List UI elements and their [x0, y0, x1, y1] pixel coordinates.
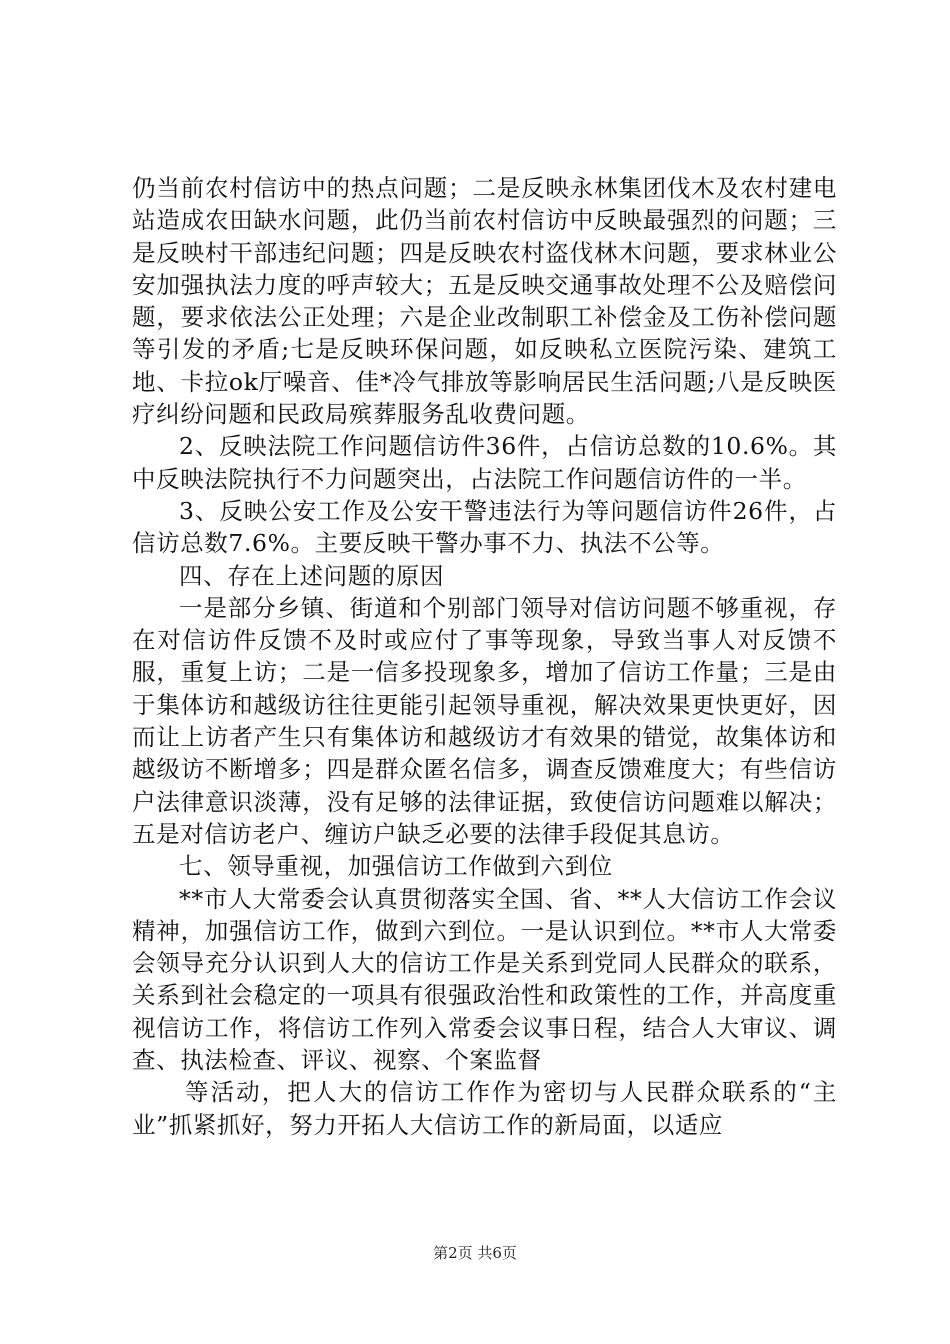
paragraph-causes: 一是部分乡镇、街道和个别部门领导对信访问题不够重视，存在对信访件反馈不及时或应付了事等现象，导致当事人对反馈不服，重复上访；二是一信多投现象多，增加了信访工作量；三是由于集体访和越级访往往更能引起领导重视，解决效果更快更好，因而让上访者产生只有集体访和越级访才有效果的错觉，故集体访和越级访不断增多；四是群众匿名信多，调查反馈难度大；有些信访户法律意识淡薄，没有足够的法律证据，致使信访问题难以解决；五是对信访老户、缠访户缺乏必要的法律手段促其息访。 [132, 593, 837, 848]
section-heading-leadership: 七、领导重视，加强信访工作做到六到位 [179, 852, 613, 881]
document-body [132, 172, 837, 1141]
page-number-label: 第2页 共6页 [433, 1244, 517, 1262]
paragraph-court-issues: 2、反映法院工作问题信访件36件，占信访总数的10.6%。其中反映法院执行不力问题突出，占法院工作问题信访件的一半。 [132, 432, 837, 493]
paragraph-police-issues: 3、反映公安工作及公安干警违法行为等问题信访件26件，占信访总数7.6%。主要反映干警办事不力、执法不公等。 [132, 496, 837, 558]
paragraph-activities: 等活动，把人大的信访工作作为密切与人民群众联系的“主业”抓紧抓好，努力开拓人大信访工作的新局面，以适应 [132, 1078, 837, 1139]
paragraph-leadership: **市人大常委会认真贯彻落实全国、省、**人大信访工作会议精神，加强信访工作，做到六到位。一是认识到位。**市人大常委会领导充分认识到人大的信访工作是关系到党同人民群众的联系，关系到社会稳定的一项具有很强政治性和政策性的工作，并高度重视信访工作，将信访工作列入常委会议事日程，结合人大审议、调查、执法检查、评议、视察、个案监督 [132, 884, 837, 1075]
page-footer [0, 1243, 950, 1263]
paragraph-continuation: 仍当前农村信访中的热点问题；二是反映永林集团伐木及农村建电站造成农田缺水问题，此仍当前农村信访中反映最强烈的问题；三是反映村干部违纪问题；四是反映农村盗伐林木问题，要求林业公安加强执法力度的呼声较大；五是反映交通事故处理不公及赔偿问题，要求依法公正处理；六是企业改制职工补偿金及工伤补偿问题等引发的矛盾;七是反映环保问题，如反映私立医院污染、建筑工地、卡拉ok厅噪音、佳*冷气排放等影响居民生活问题;八是反映医疗纠纷问题和民政局殡葬服务乱收费问题。 [132, 174, 837, 429]
section-heading-causes: 四、存在上述问题的原因 [179, 561, 445, 590]
